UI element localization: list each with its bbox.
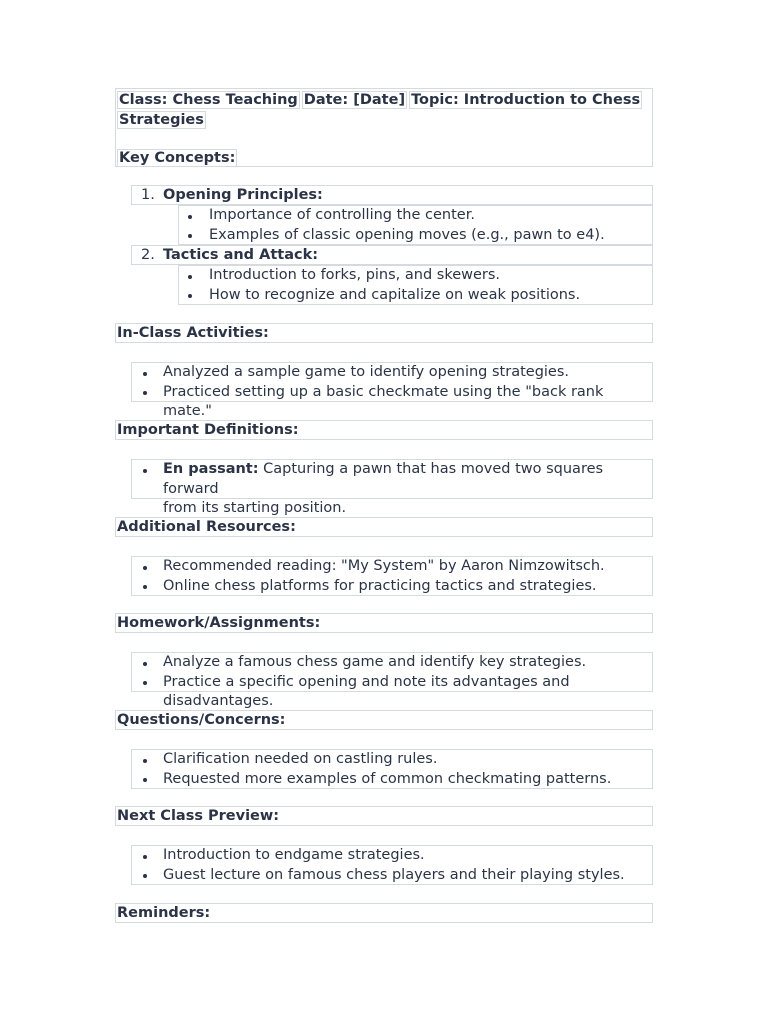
definition-text: Capturing a pawn that has moved two squares forward (163, 461, 604, 497)
list-item: Introduction to forks, pins, and skewers. (179, 266, 652, 286)
list-item: Analyze a famous chess game and identify key strategies. (132, 653, 652, 673)
questions-list (131, 749, 653, 789)
header-block (115, 88, 653, 167)
homework-list (131, 652, 653, 709)
key-concepts-heading: Key Concepts: (119, 150, 236, 166)
class-label: Class: Chess Teaching (119, 92, 298, 108)
list-item: Recommended reading: "My System" by Aaron Nimzowitsch. (132, 557, 652, 577)
key-concept-number: 1. (141, 187, 155, 203)
preview-heading: Next Class Preview: (115, 806, 653, 826)
questions-heading: Questions/Concerns: (115, 710, 653, 730)
key-concept-2 (131, 245, 653, 265)
resources-list (131, 556, 653, 596)
reminders-heading: Reminders: (115, 903, 653, 923)
activities-list (131, 362, 653, 419)
topic-continuation: Strategies (119, 112, 204, 128)
key-concept-2-points (178, 265, 653, 305)
definitions-heading: Important Definitions: (115, 420, 653, 440)
list-item: Introduction to endgame strategies. (132, 846, 652, 866)
list-item: Practice a specific opening and note its advantages and disadvantages. (132, 673, 652, 712)
definitions-list (131, 459, 653, 516)
key-concept-1 (131, 185, 653, 205)
date-label: Date: [Date] (303, 92, 406, 108)
activities-heading: In-Class Activities: (115, 323, 653, 343)
list-item: Analyzed a sample game to identify opening strategies. (132, 363, 652, 383)
header-line-1 (116, 90, 652, 110)
preview-list (131, 845, 653, 885)
list-item: Requested more examples of common checkmating patterns. (132, 770, 652, 790)
key-concept-title: Tactics and Attack: (163, 247, 319, 263)
header-line-2 (116, 110, 652, 130)
list-item: Examples of classic opening moves (e.g., pawn to e4). (179, 226, 652, 246)
homework-heading: Homework/Assignments: (115, 613, 653, 633)
definition-term: En passant: (163, 461, 259, 477)
key-concept-number: 2. (141, 247, 155, 263)
list-item: Clarification needed on castling rules. (132, 750, 652, 770)
key-concept-1-points (178, 205, 653, 245)
list-item: Guest lecture on famous chess players and their playing styles. (132, 866, 652, 886)
definition-item (132, 460, 652, 519)
resources-heading: Additional Resources: (115, 517, 653, 537)
topic-label: Topic: Introduction to Chess (411, 92, 641, 108)
definition-text-cont: from its starting position. (163, 500, 347, 516)
list-item: Importance of controlling the center. (179, 206, 652, 226)
key-concept-title: Opening Principles: (163, 187, 323, 203)
list-item: Online chess platforms for practicing tactics and strategies. (132, 577, 652, 597)
list-item: Practiced setting up a basic checkmate using the "back rank mate." (132, 383, 652, 422)
list-item: How to recognize and capitalize on weak positions. (179, 286, 652, 306)
